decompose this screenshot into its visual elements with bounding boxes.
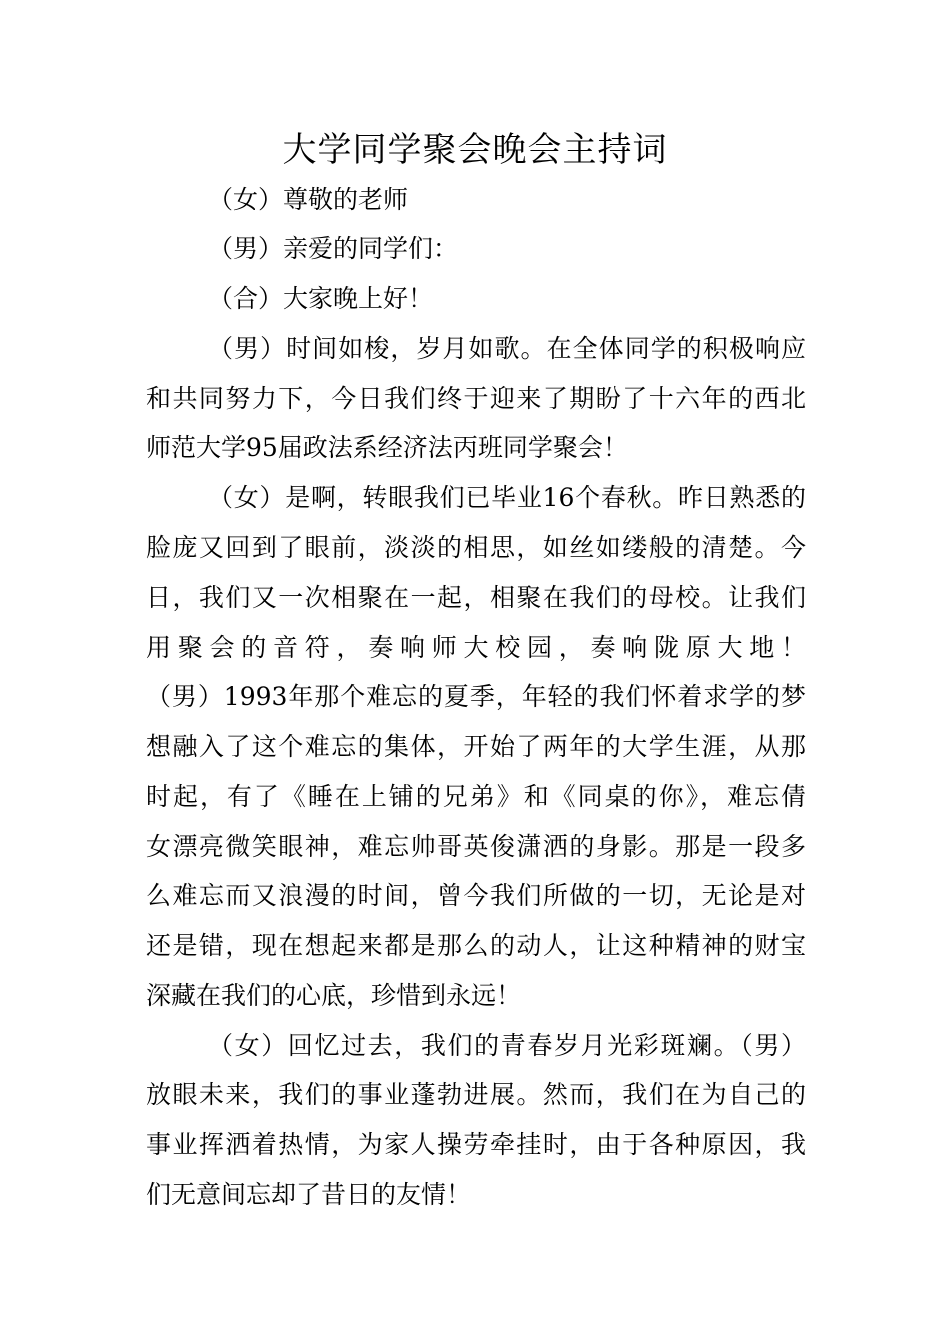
text-line: （男）时间如梭，岁月如歌。在全体同学的积极响应 (208, 334, 806, 363)
text-line: （合）大家晚上好！ (208, 284, 434, 313)
text-line: 和共同努力下，今日我们终于迎来了期盼了十六年的西北 (146, 384, 806, 413)
text-line: （男）亲爱的同学们： (208, 234, 459, 263)
text-line: （女）尊敬的老师 (208, 185, 409, 214)
text-line: 用聚会的音符，奏响师大校园，奏响陇原大地！ (146, 633, 806, 662)
text-line: 时起，有了《睡在上铺的兄弟》和《同桌的你》，难忘倩 (146, 782, 806, 811)
text-line: 们无意间忘却了昔日的友情！ (146, 1180, 472, 1209)
text-line: 脸庞又回到了眼前，淡淡的相思，如丝如缕般的清楚。今 (146, 533, 806, 562)
text-line: （女）是啊，转眼我们已毕业16个春秋。昨日熟悉的 (208, 483, 806, 512)
text-line: 么难忘而又浪漫的时间，曾今我们所做的一切，无论是对 (146, 881, 806, 910)
text-line: （男）1993年那个难忘的夏季，年轻的我们怀着求学的梦 (146, 682, 806, 711)
text-line: 放眼未来，我们的事业蓬勃进展。然而，我们在为自己的 (146, 1080, 806, 1109)
text-line: 师范大学95届政法系经济法丙班同学聚会！ (146, 433, 628, 462)
text-line: 还是错，现在想起来都是那么的动人，让这种精神的财宝 (146, 931, 806, 960)
text-line: 日，我们又一次相聚在一起，相聚在我们的母校。让我们 (146, 583, 806, 612)
text-line: 深藏在我们的心底，珍惜到永远！ (146, 981, 522, 1010)
text-line: 事业挥洒着热情，为家人操劳牵挂时，由于各种原因，我 (146, 1130, 806, 1159)
text-line: 女漂亮微笑眼神，难忘帅哥英俊潇洒的身影。那是一段多 (146, 832, 806, 861)
text-line: （女）回忆过去，我们的青春岁月光彩斑斓。（男） (208, 1031, 806, 1060)
text-line: 想融入了这个难忘的集体，开始了两年的大学生涯，从那 (146, 732, 806, 761)
document-title: 大学同学聚会晚会主持词 (282, 130, 668, 170)
